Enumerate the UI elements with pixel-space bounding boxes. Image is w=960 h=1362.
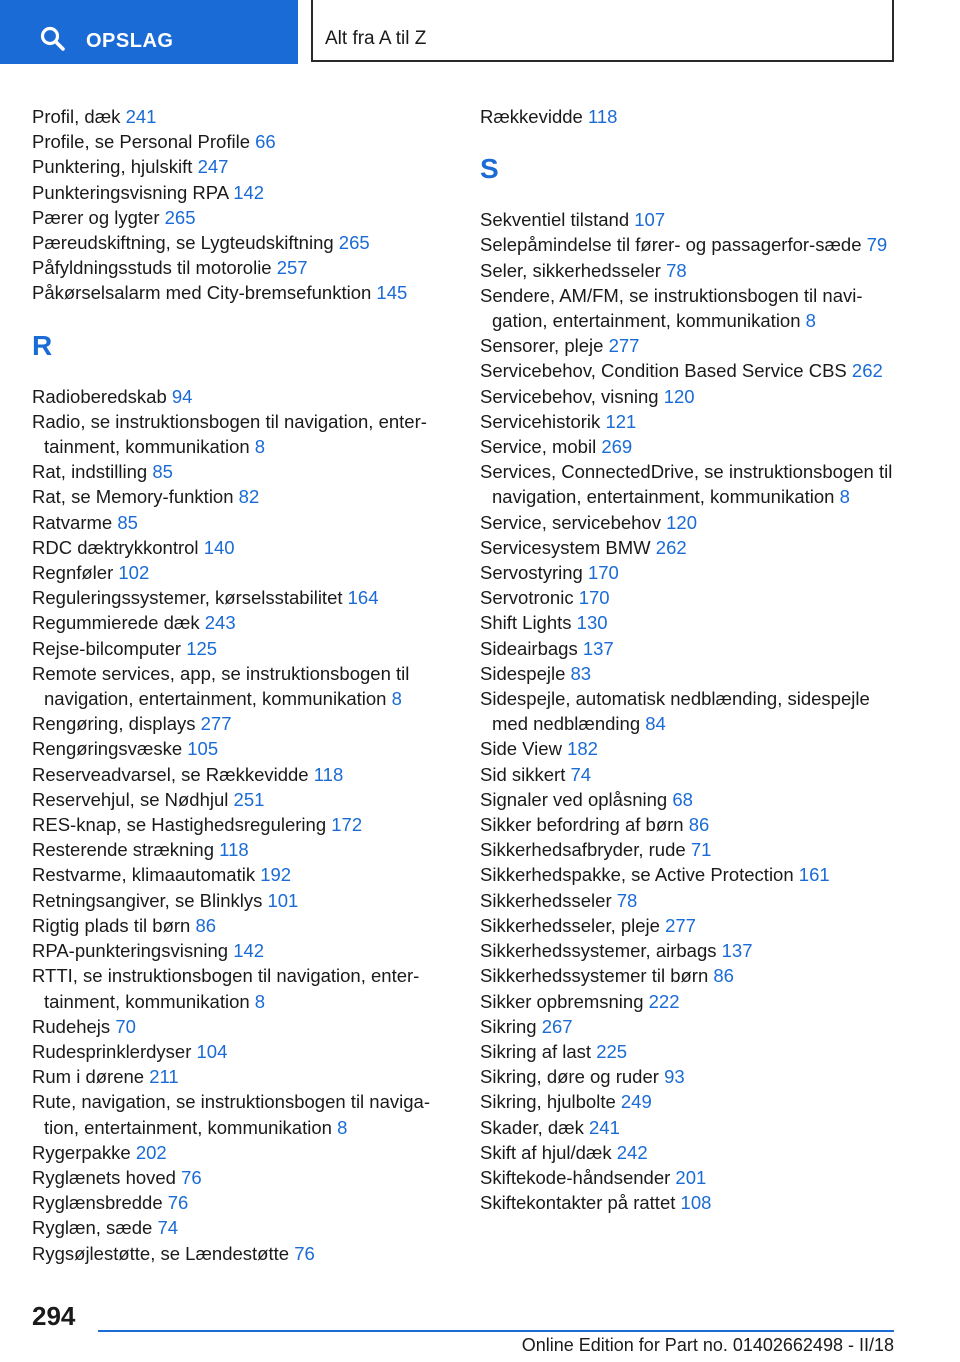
index-entry (480, 686, 900, 736)
index-entry (32, 535, 452, 560)
index-entry (480, 207, 900, 232)
index-page-link[interactable]: 70 (115, 1015, 136, 1037)
index-entry (480, 989, 900, 1014)
index-entry-text: Pærer og lygter (32, 206, 160, 228)
index-entry (32, 862, 452, 887)
index-entry-text: Service, servicebehov (480, 511, 661, 533)
index-entry-text: Ryglæn, sæde (32, 1217, 153, 1239)
index-entry (32, 129, 452, 154)
index-entry (480, 384, 900, 409)
index-entry-text: Sikker opbremsning (480, 990, 644, 1012)
index-page-link[interactable]: 277 (200, 713, 232, 735)
index-page-link[interactable]: 121 (605, 410, 637, 432)
index-entry (32, 585, 452, 610)
index-page-link[interactable]: 76 (181, 1166, 202, 1188)
index-entry (32, 762, 452, 787)
index-entry (32, 1089, 452, 1139)
index-entry (32, 837, 452, 862)
index-entry-text: Sidespejle, automatisk nedblænding, sidespejle med nedblænding (480, 688, 870, 735)
index-page-link[interactable]: 137 (582, 637, 614, 659)
index-page-link[interactable]: 86 (713, 965, 734, 987)
index-entry (32, 888, 452, 913)
index-entry-text: Servotronic (480, 587, 574, 609)
index-entry (32, 104, 452, 129)
index-page-link[interactable]: 74 (157, 1217, 179, 1239)
index-page-link[interactable]: 86 (195, 914, 217, 936)
index-page-link[interactable]: 262 (655, 536, 687, 558)
index-page-link[interactable]: 241 (125, 106, 157, 127)
index-entry (480, 1140, 900, 1165)
index-entry-text: Punkteringsvisning RPA (32, 181, 229, 203)
index-page-link[interactable]: 101 (267, 889, 299, 911)
index-entry (480, 1165, 900, 1190)
index-page-link[interactable]: 211 (149, 1066, 179, 1088)
index-entry-text: Servostyring (480, 562, 583, 584)
index-page-link[interactable]: 225 (596, 1040, 628, 1062)
index-page-link[interactable]: 118 (219, 839, 249, 861)
index-page-link[interactable]: 120 (663, 385, 695, 407)
index-page-link[interactable]: 66 (255, 131, 276, 153)
index-entry (480, 862, 900, 887)
index-entry (480, 888, 900, 913)
index-entry (32, 736, 452, 761)
index-page-link[interactable]: 93 (664, 1066, 685, 1088)
index-entry (480, 661, 900, 686)
index-entry-text: Skift af hjul/dæk (480, 1141, 612, 1163)
index-entry (32, 459, 452, 484)
index-entry (32, 280, 452, 305)
index-entry (480, 358, 900, 383)
index-entry-text: Sidespejle (480, 662, 566, 684)
index-entry (32, 938, 452, 963)
index-entry-text: Sikker befordring af børn (480, 814, 684, 836)
index-page-link[interactable]: 137 (721, 940, 753, 962)
index-entry-text: Side View (480, 738, 562, 760)
index-page-link[interactable]: 118 (587, 106, 618, 127)
index-entry-text: Remote services, app, se instruktionsbogen til navigation, entertainment, kommunikation (32, 662, 410, 710)
index-entry-text: Regummierede dæk (32, 612, 200, 634)
index-page-link[interactable]: 241 (589, 1116, 620, 1138)
index-page-link[interactable]: 68 (672, 788, 693, 810)
index-entry-text: Ratvarme (32, 511, 113, 533)
index-entry (32, 661, 452, 711)
index-page-link[interactable]: 161 (798, 864, 830, 886)
index-page-link[interactable]: 107 (634, 209, 666, 231)
index-entry-text: Rudesprinklerdyser (32, 1040, 192, 1062)
section-label: OPSLAG (86, 30, 174, 52)
index-page-link[interactable]: 94 (171, 385, 193, 407)
index-entry-text: Rum i dørene (32, 1066, 145, 1088)
index-entry-text: Sikring af last (480, 1040, 592, 1062)
index-entry (480, 510, 900, 535)
index-entry-text: Profile, se Personal Profile (32, 131, 250, 153)
index-entry-text: Restvarme, klimaautomatik (32, 864, 256, 886)
index-entry-text: Påkørselsalarm med City-bremsefunktion (32, 282, 372, 304)
index-entry (480, 232, 900, 257)
index-entry-text: Punktering, hjulskift (32, 156, 193, 178)
index-column-left (32, 104, 452, 1266)
index-page-link[interactable]: 78 (666, 259, 687, 281)
index-entry (480, 610, 900, 635)
index-entry (480, 283, 900, 333)
index-entry-text: Skader, dæk (480, 1116, 584, 1138)
index-page-link[interactable]: 82 (238, 486, 260, 508)
index-entry (32, 812, 452, 837)
index-page-link[interactable]: 120 (666, 511, 697, 533)
index-page-link[interactable]: 222 (648, 990, 680, 1012)
index-entry-text: RDC dæktrykkontrol (32, 536, 199, 558)
index-entry (32, 1215, 452, 1240)
footer-divider (98, 1330, 894, 1332)
index-entry (32, 1014, 452, 1039)
index-entry-text: Ryglænets hoved (32, 1166, 176, 1188)
index-entry-text: Shift Lights (480, 612, 572, 634)
index-entry-text: Sensorer, pleje (480, 335, 604, 357)
index-page-link[interactable]: 140 (203, 536, 235, 558)
index-entry-text: Sikring, døre og ruder (480, 1066, 659, 1088)
index-page-link[interactable]: 182 (567, 738, 598, 760)
index-page-link[interactable]: 8 (391, 688, 402, 710)
index-page-link[interactable]: 142 (233, 940, 265, 962)
index-entry (480, 1089, 900, 1114)
index-entry-text: Reserveadvarsel, se Rækkevidde (32, 763, 309, 785)
index-entry (480, 1064, 900, 1089)
index-page-link[interactable]: 267 (541, 1015, 573, 1037)
index-entry (32, 255, 452, 280)
header-title-box (311, 0, 894, 62)
index-page-link[interactable]: 8 (254, 990, 266, 1012)
index-entry (32, 1241, 452, 1266)
index-entry-text: Sideairbags (480, 637, 578, 659)
page-title: Alt fra A til Z (325, 28, 427, 49)
index-entry (32, 1140, 452, 1165)
index-entry-text: Signaler ved oplåsning (480, 788, 668, 810)
index-entry-text: Selepåmindelse til fører- og passagerfor-sæde (480, 234, 862, 256)
index-entry (32, 1039, 452, 1064)
index-entry-text: Sikring (480, 1015, 537, 1037)
index-entry (32, 409, 452, 459)
index-entry-text: Profil, dæk (32, 106, 121, 127)
index-entry-text: Sikkerhedsseler (480, 889, 612, 911)
index-letter: R (32, 329, 53, 361)
index-column-right (480, 104, 900, 1215)
index-page-link[interactable]: 74 (570, 763, 592, 785)
index-entry (32, 1190, 452, 1215)
index-page-link[interactable]: 243 (204, 612, 236, 634)
index-entry-text: Skiftekode-håndsender (480, 1166, 671, 1188)
search-icon (40, 26, 66, 52)
index-page-link[interactable]: 8 (839, 486, 850, 508)
index-entry-text: Sikkerhedssystemer, airbags (480, 940, 717, 962)
index-page-link[interactable]: 249 (620, 1091, 652, 1113)
index-entry (32, 384, 452, 409)
index-entry (480, 762, 900, 787)
index-page-link[interactable]: 79 (866, 234, 888, 256)
index-entry (480, 812, 900, 837)
index-entry (32, 230, 452, 255)
index-page-link[interactable]: 84 (645, 713, 666, 735)
index-entry-text: Påfyldningsstuds til motorolie (32, 257, 272, 279)
index-entry-text: Servicesystem BMW (480, 536, 651, 558)
index-page-link[interactable]: 105 (187, 738, 219, 760)
index-entry-text: Sendere, AM/FM, se instruktionsbogen til navi-gation, entertainment, kommunikation (480, 284, 863, 332)
index-entry (32, 963, 452, 1013)
index-entry-text: Rudehejs (32, 1015, 111, 1037)
index-entry-text: RES-knap, se Hastighedsregulering (32, 814, 327, 836)
index-entry (480, 963, 900, 988)
index-entry-text: Sekventiel tilstand (480, 209, 630, 231)
index-entry (480, 409, 900, 434)
index-entry-text: Resterende strækning (32, 839, 215, 861)
index-entry-text: Services, ConnectedDrive, se instruktionsbogen til navigation, entertainment, kommunikation (480, 461, 893, 508)
index-page-link[interactable]: 104 (196, 1040, 228, 1062)
index-entry (480, 258, 900, 283)
index-entry-text: Rengøring, displays (32, 713, 196, 735)
index-page-link[interactable]: 85 (117, 511, 138, 533)
index-page-link[interactable]: 102 (118, 562, 150, 584)
index-entry-text: Sikkerhedssystemer til børn (480, 965, 709, 987)
index-entry-text: Rigtig plads til børn (32, 914, 191, 936)
index-entry-text: Reservehjul, se Nødhjul (32, 788, 229, 810)
index-entry-text: Radioberedskab (32, 385, 167, 407)
index-entry-text: RTTI, se instruktionsbogen til navigation, enter-tainment, kommunikation (32, 965, 420, 1012)
index-page-link[interactable]: 265 (338, 232, 370, 254)
index-page-link[interactable]: 277 (665, 914, 696, 936)
index-page-link[interactable]: 86 (688, 814, 710, 836)
index-entry (32, 154, 452, 179)
index-entry (480, 1014, 900, 1039)
index-page-link[interactable]: 142 (233, 181, 265, 203)
index-entry-text: Radio, se instruktionsbogen til navigation, enter-tainment, kommunikation (32, 410, 427, 458)
index-entry (480, 1190, 900, 1215)
index-page-link[interactable]: 76 (167, 1192, 189, 1214)
index-page-link[interactable]: 108 (680, 1192, 712, 1214)
index-page-link[interactable]: 170 (578, 587, 610, 609)
index-entry (32, 1064, 452, 1089)
index-entry (480, 1039, 900, 1064)
index-entry-text: Rengøringsvæske (32, 738, 183, 760)
index-page-link[interactable]: 202 (135, 1141, 167, 1163)
index-page-link[interactable]: 269 (601, 436, 633, 458)
index-entry (32, 1165, 452, 1190)
index-page-link[interactable]: 8 (254, 436, 266, 458)
index-entry-text: Servicebehov, visning (480, 385, 659, 407)
index-entry-text: Reguleringssystemer, kørselsstabilitet (32, 587, 343, 609)
section-tab[interactable] (0, 0, 298, 64)
index-entry (32, 610, 452, 635)
index-page-link[interactable]: 251 (233, 788, 265, 810)
index-letter: S (480, 153, 499, 185)
index-entry (480, 459, 900, 509)
index-entry-text: Sikring, hjulbolte (480, 1091, 616, 1113)
index-entry-text: Rygsøjlestøtte, se Lændestøtte (32, 1242, 290, 1264)
footer-edition: Online Edition for Part no. 01402662498 - II/18 (521, 1335, 894, 1355)
index-page-link[interactable]: 201 (675, 1166, 707, 1188)
index-page-link[interactable]: 172 (331, 814, 363, 836)
index-page-link[interactable]: 8 (805, 310, 816, 332)
index-page-link[interactable]: 130 (576, 612, 608, 634)
index-entry-text: Sid sikkert (480, 763, 566, 785)
index-page-link[interactable]: 78 (616, 889, 638, 911)
index-entry-text: Sikkerhedsseler, pleje (480, 914, 660, 936)
index-entry (480, 913, 900, 938)
index-entry-text: Service, mobil (480, 436, 597, 458)
index-entry (32, 913, 452, 938)
index-entry-text: Pæreudskiftning, se Lygteudskiftning (32, 232, 334, 254)
index-entry (480, 837, 900, 862)
index-entry (32, 180, 452, 205)
index-entry-text: Servicehistorik (480, 410, 601, 432)
index-entry (32, 787, 452, 812)
index-entry (480, 434, 900, 459)
index-entry-text: Rækkevidde (480, 106, 583, 127)
index-entry (480, 1115, 900, 1140)
index-page-link[interactable]: 192 (260, 864, 292, 886)
index-entry-text: Retningsangiver, se Blinklys (32, 889, 263, 911)
index-entry (480, 736, 900, 761)
index-entry-text: Ryglænsbredde (32, 1192, 163, 1214)
index-page-link[interactable]: 164 (347, 587, 379, 609)
page-number: 294 (32, 1301, 76, 1331)
index-entry (480, 333, 900, 358)
index-entry-text: Rejse-bilcomputer (32, 637, 182, 659)
index-entry-text: Rygerpakke (32, 1141, 131, 1163)
index-page-link[interactable]: 145 (376, 282, 408, 304)
index-entry-text: Rat, se Memory-funktion (32, 486, 234, 508)
index-page-link[interactable]: 257 (276, 257, 308, 279)
index-page-link[interactable]: 8 (337, 1116, 348, 1138)
index-entry (32, 711, 452, 736)
index-page-link[interactable]: 242 (616, 1141, 648, 1163)
index-entry-text: Rute, navigation, se instruktionsbogen til naviga-tion, entertainment, kommunikation (32, 1091, 430, 1138)
index-entry (480, 585, 900, 610)
index-page-link[interactable]: 85 (152, 461, 173, 483)
index-page-link[interactable]: 247 (197, 156, 229, 178)
index-entry (32, 636, 452, 661)
index-entry (480, 636, 900, 661)
index-page-link[interactable]: 262 (851, 360, 883, 382)
index-entry-text: Sikkerhedsafbryder, rude (480, 839, 686, 861)
index-entry-text: RPA-punkteringsvisning (32, 940, 229, 962)
index-entry (32, 484, 452, 509)
index-entry (480, 938, 900, 963)
index-entry (32, 560, 452, 585)
index-entry (480, 560, 900, 585)
index-entry (480, 104, 900, 129)
index-entry-text: Servicebehov, Condition Based Service CBS (480, 360, 847, 382)
index-page-link[interactable]: 170 (587, 562, 619, 584)
index-entry (32, 510, 452, 535)
index-entry (480, 535, 900, 560)
index-page-link[interactable]: 83 (570, 662, 592, 684)
index-entry-text: Regnføler (32, 562, 114, 584)
index-entry-text: Sikkerhedspakke, se Active Protection (480, 864, 794, 886)
index-entry-text: Rat, indstilling (32, 461, 148, 483)
index-page-link[interactable]: 118 (313, 763, 344, 785)
index-entry (32, 205, 452, 230)
index-page-link[interactable]: 277 (608, 335, 640, 357)
index-page-link[interactable]: 125 (186, 637, 218, 659)
index-page-link[interactable]: 265 (164, 206, 196, 228)
index-page-link[interactable]: 76 (294, 1242, 315, 1264)
index-page-link[interactable]: 71 (690, 839, 712, 861)
index-entry-text: Skiftekontakter på rattet (480, 1192, 676, 1214)
index-entry-text: Seler, sikkerhedsseler (480, 259, 661, 281)
index-entry (480, 787, 900, 812)
